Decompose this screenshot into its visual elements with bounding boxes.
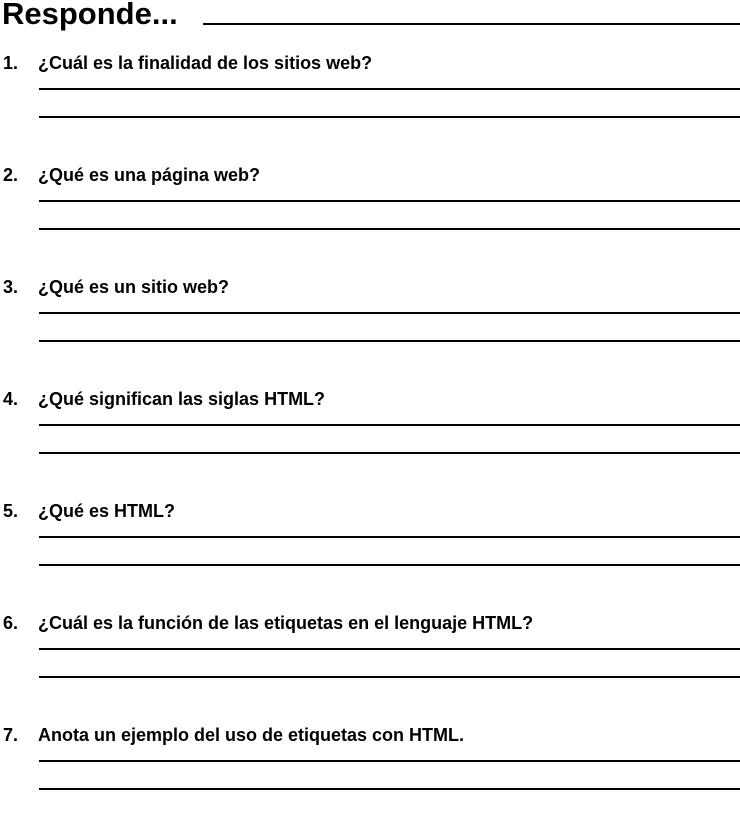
question-3 — [0, 276, 740, 371]
answer-line[interactable] — [39, 340, 740, 342]
worksheet-title: Responde... — [2, 0, 178, 31]
question-7 — [0, 724, 740, 819]
question-number: 4. — [3, 389, 19, 409]
question-2 — [0, 164, 740, 259]
answer-line[interactable] — [39, 760, 740, 762]
question-text: ¿Cuál es la finalidad de los sitios web? — [38, 53, 373, 73]
answer-line[interactable] — [39, 676, 740, 678]
answer-line[interactable] — [39, 564, 740, 566]
answer-line[interactable] — [39, 424, 740, 426]
answer-line[interactable] — [39, 200, 740, 202]
question-number: 7. — [3, 725, 19, 745]
question-text: ¿Qué significan las siglas HTML? — [38, 389, 326, 409]
question-number: 6. — [3, 613, 19, 633]
question-number: 2. — [3, 165, 19, 185]
question-text: ¿Qué es HTML? — [38, 501, 176, 521]
answer-line[interactable] — [39, 452, 740, 454]
answer-line[interactable] — [39, 648, 740, 650]
question-text: ¿Cuál es la función de las etiquetas en el lenguaje HTML? — [38, 613, 534, 633]
question-text: Anota un ejemplo del uso de etiquetas con HTML. — [38, 725, 465, 745]
answer-line[interactable] — [39, 788, 740, 790]
question-text: ¿Qué es una página web? — [38, 165, 261, 185]
answer-line[interactable] — [39, 312, 740, 314]
question-4 — [0, 388, 740, 483]
question-number: 5. — [3, 501, 19, 521]
title-underline — [203, 23, 740, 25]
question-number: 3. — [3, 277, 19, 297]
question-number: 1. — [3, 53, 19, 73]
question-text: ¿Qué es un sitio web? — [38, 277, 230, 297]
answer-line[interactable] — [39, 88, 740, 90]
title-row — [0, 0, 740, 34]
question-1 — [0, 52, 740, 147]
answer-line[interactable] — [39, 228, 740, 230]
answer-line[interactable] — [39, 536, 740, 538]
question-6 — [0, 612, 740, 707]
question-5 — [0, 500, 740, 595]
answer-line[interactable] — [39, 116, 740, 118]
